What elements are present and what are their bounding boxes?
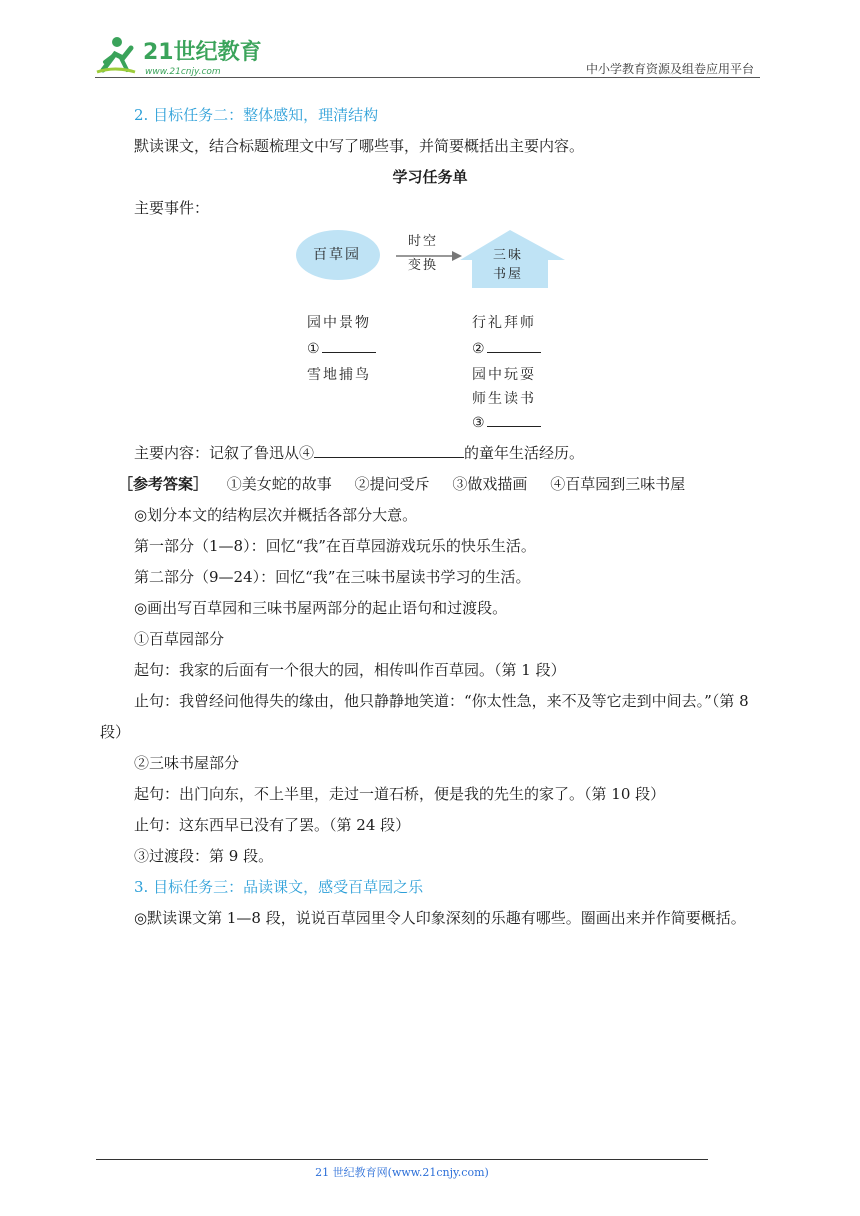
- main-content-summary: 主要内容：记叙了鲁迅从④ 的童年生活经历。: [100, 438, 760, 469]
- left-node-label: 百草园: [313, 247, 361, 263]
- sentence-task: ◎画出写百草园和三味书屋两部分的起止语句和过渡段。: [134, 599, 508, 617]
- reference-answers: [100, 469, 760, 500]
- section2-instruction: 默读课文，结合标题梳理文中写了哪些事，并简要概括出主要内容。: [134, 137, 585, 155]
- logo-21cnjy: [95, 32, 265, 78]
- arrow-label-top: 时空: [408, 234, 439, 249]
- right-item-4: 师生读书: [472, 391, 536, 407]
- left-item-2: ①: [307, 336, 376, 362]
- right-item-1: 行礼拜师: [472, 315, 536, 331]
- left-item-3: 雪地捕鸟: [307, 367, 371, 383]
- answer-2: ②提问受斥: [354, 475, 430, 493]
- worksheet-title: 学习任务单: [392, 168, 468, 186]
- arrow-label-bottom: 变换: [408, 258, 439, 273]
- svg-text:www.21cnjy.com: www.21cnjy.com: [145, 67, 221, 77]
- footer-text: 21 世纪教育网(www.21cnjy.com): [315, 1166, 489, 1179]
- left-item-1: 园中景物: [307, 315, 371, 331]
- platform-tagline: 中小学教育资源及组卷应用平台: [585, 62, 754, 76]
- right-node-line2: 书屋: [493, 267, 524, 282]
- main-events-label: 主要事件：: [134, 199, 210, 217]
- structure-task: ◎划分本文的结构层次并概括各部分大意。: [134, 506, 418, 524]
- part-two: 第二部分（9—24）：回忆“我”在三味书屋读书学习的生活。: [134, 568, 531, 586]
- sanwei-end: 止句：这东西早已没有了罢。（第 24 段）: [134, 816, 411, 834]
- header-divider: [95, 77, 760, 78]
- baicaoyuan-section-label: ①百草园部分: [134, 630, 225, 648]
- sanwei-section-label: ②三味书屋部分: [134, 754, 240, 772]
- blank-3: [487, 410, 541, 427]
- sanwei-start: 起句：出门向东，不上半里，走过一道石桥，便是我的先生的家了。（第 10 段）: [134, 785, 666, 803]
- answer-1: ①美女蛇的故事: [226, 475, 332, 493]
- blank-2: [487, 336, 541, 353]
- svg-text:21世纪教育: 21世纪教育: [143, 40, 262, 65]
- part-one: 第一部分（1—8）：回忆“我”在百草园游戏玩乐的快乐生活。: [134, 537, 536, 555]
- right-node-line1: 三味: [493, 248, 524, 263]
- page-header: [95, 32, 760, 80]
- document-body: [100, 100, 760, 934]
- section3-title: 3. 目标任务三：品读课文，感受百草园之乐: [134, 878, 424, 896]
- right-item-2: ②: [472, 336, 541, 362]
- baicaoyuan-start: 起句：我家的后面有一个很大的园，相传叫作百草园。（第 1 段）: [134, 661, 566, 679]
- section3-instruction: ◎默读课文第 1—8 段，说说百草园里令人印象深刻的乐趣有哪些。圈画出来并作简要概括。: [134, 909, 746, 927]
- transition-paragraph: ③过渡段：第 9 段。: [134, 847, 274, 865]
- baicaoyuan-end: 止句：我曾经问他得失的缘由，他只静静地笑道：“你太性急，来不及等它走到中间去。”（第 8 段）: [100, 692, 749, 741]
- answer-3: ③做戏描画: [452, 475, 528, 493]
- reference-label: ［参考答案］: [118, 475, 209, 493]
- answer-4: ④百草园到三味书屋: [550, 475, 686, 493]
- footer-divider: [96, 1159, 708, 1160]
- events-diagram: [100, 226, 760, 431]
- blank-4: [314, 440, 464, 458]
- right-item-5: ③: [472, 410, 541, 436]
- transition-arrowhead: [452, 251, 462, 261]
- blank-1: [322, 336, 376, 353]
- right-item-3: 园中玩耍: [472, 367, 536, 383]
- section2-title: 2. 目标任务二：整体感知，理清结构: [134, 106, 379, 124]
